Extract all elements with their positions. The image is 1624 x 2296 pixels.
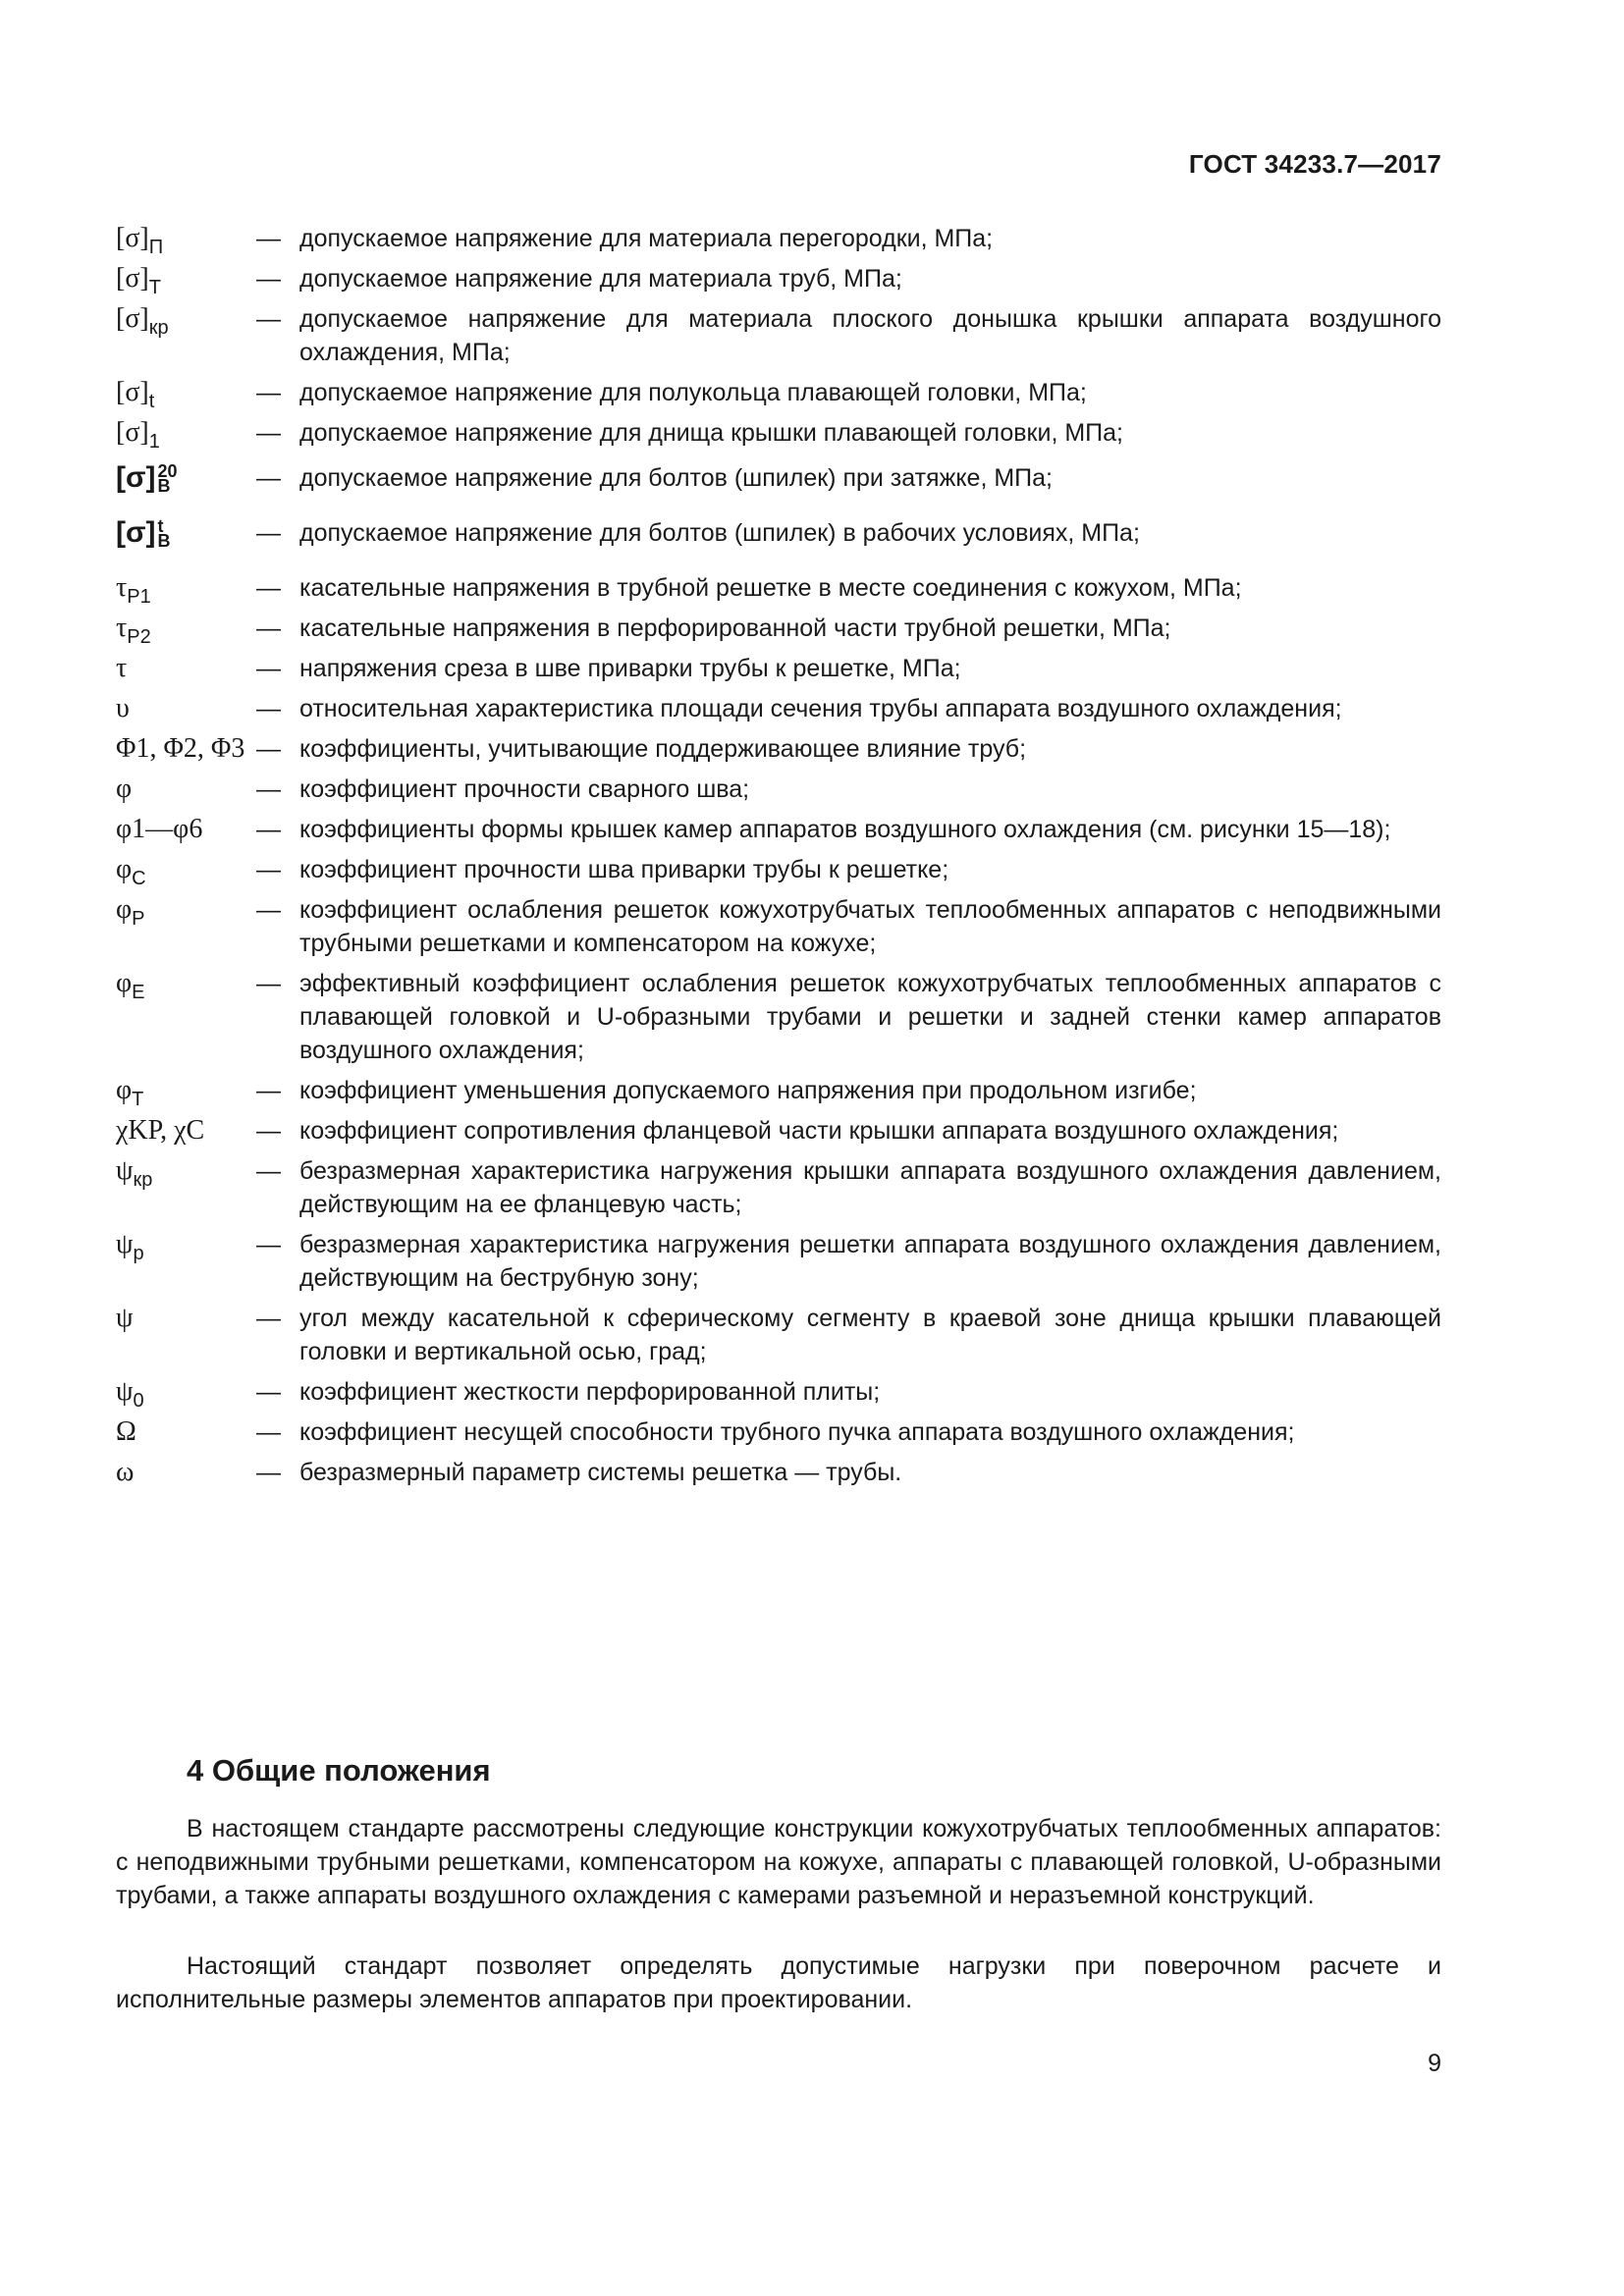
definition-row xyxy=(116,1456,1441,1489)
symbol: φ1—φ6 xyxy=(116,814,203,844)
definition-text: относительная характеристика площади сечения трубы аппарата воздушного охлаждения; xyxy=(299,695,1342,722)
definition-row xyxy=(116,516,1441,550)
definition-text: коэффициент ослабления решеток кожухотрубчатых теплообменных аппаратов с неподвижными трубными решетками и компенсатором на кожухе; xyxy=(299,896,1441,957)
definition-text: безразмерный параметр системы решетка — трубы. xyxy=(299,1459,902,1486)
symbol: ω xyxy=(116,1457,135,1487)
symbol: φ xyxy=(116,774,133,804)
dash: — xyxy=(256,419,281,447)
definition-row xyxy=(116,773,1441,806)
definition-row xyxy=(116,376,1441,412)
symbol: ψ xyxy=(116,1303,134,1333)
definition-text: допускаемое напряжение для днища крышки плавающей головки, МПа; xyxy=(299,419,1123,447)
symbol: $\psi_{кр}$ xyxy=(116,1155,153,1191)
definition-text: коэффициент несущей способности трубного пучка аппарата воздушного охлаждения; xyxy=(299,1418,1295,1446)
dash: — xyxy=(256,614,281,642)
definition-text: безразмерная характеристика нагружения крышки аппарата воздушного охлаждения давлением, действующим на ее фланцевую часть; xyxy=(299,1157,1441,1218)
definition-row xyxy=(116,222,1441,258)
dash: — xyxy=(256,970,281,997)
definition-row xyxy=(116,571,1441,608)
symbol: τ xyxy=(116,653,128,683)
definition-row xyxy=(116,1154,1441,1221)
dash: — xyxy=(256,1117,281,1145)
dash: — xyxy=(256,1459,281,1486)
dash: — xyxy=(256,695,281,722)
dash: — xyxy=(256,574,281,602)
symbol: $\tau_{P1}$ xyxy=(116,572,151,608)
definition-row xyxy=(116,853,1441,889)
dash: — xyxy=(256,816,281,843)
symbol: $\varphi_C$ xyxy=(116,854,146,889)
definition-text: касательные напряжения в перфорированной части трубной решетки, МПа; xyxy=(299,614,1171,642)
section-title: 4 Общие положения xyxy=(187,1753,491,1788)
definition-row xyxy=(116,652,1441,685)
symbol: $\psi_р$ xyxy=(116,1229,144,1264)
definition-text: коэффициенты формы крышек камер аппаратов воздушного охлаждения (см. рисунки 15—18); xyxy=(299,816,1391,843)
dash: — xyxy=(256,735,281,763)
symbol: [σ] t В xyxy=(116,516,171,552)
symbol: χKP, χC xyxy=(116,1115,205,1146)
dash: — xyxy=(256,464,281,492)
symbol: $\tau_{P2}$ xyxy=(116,613,151,648)
definition-text: коэффициент уменьшения допускаемого напряжения при продольном изгибе; xyxy=(299,1077,1197,1104)
dash: — xyxy=(256,379,281,406)
paragraph: В настоящем стандарте рассмотрены следующие конструкции кожухотрубчатых теплообменных аппаратов: с неподвижными трубными решетками, компенсатором на кожухе, аппараты с плавающей головкой, U-образными трубами, а также аппараты воздушного охлаждения с камерами разъемной и неразъемной конструкций. xyxy=(116,1815,1441,1909)
definition-row xyxy=(116,1074,1441,1110)
symbol: $\psi_0$ xyxy=(116,1376,144,1412)
dash: — xyxy=(256,1305,281,1332)
dash: — xyxy=(256,225,281,252)
definition-row xyxy=(116,1228,1441,1295)
dash: — xyxy=(256,1157,281,1185)
definition-text: угол между касательной к сферическому сегменту в краевой зоне днища крышки плавающей головки и вертикальной осью, град; xyxy=(299,1305,1441,1365)
definition-row xyxy=(116,612,1441,648)
dash: — xyxy=(256,1077,281,1104)
definition-text: коэффициент прочности шва приварки трубы к решетке; xyxy=(299,856,949,883)
dash: — xyxy=(256,775,281,803)
symbol: $[\sigma]_1$ xyxy=(116,417,160,453)
dash: — xyxy=(256,1378,281,1406)
dash: — xyxy=(256,896,281,924)
definition-row xyxy=(116,1375,1441,1412)
dash: — xyxy=(256,856,281,883)
definition-text: коэффициент жесткости перфорированной плиты; xyxy=(299,1378,881,1406)
dash: — xyxy=(256,265,281,293)
definition-row xyxy=(116,416,1441,453)
page-number: 9 xyxy=(1428,2050,1441,2077)
symbol: $[\sigma]_{кр}$ xyxy=(116,303,169,339)
definition-row xyxy=(116,967,1441,1067)
symbol: $[\sigma]_П$ xyxy=(116,223,164,258)
symbol: $\varphi_T$ xyxy=(116,1075,144,1110)
definition-row xyxy=(116,1302,1441,1368)
definition-row xyxy=(116,262,1441,298)
symbol: $\varphi_P$ xyxy=(116,894,145,930)
definition-text: эффективный коэффициент ослабления решеток кожухотрубчатых теплообменных аппаратов с плавающей головкой и U-образными трубами и решетки и задней стенки камер аппаратов воздушного охлаждения; xyxy=(299,970,1441,1064)
symbol: $\varphi_E$ xyxy=(116,968,145,1003)
document-header: ГОСТ 34233.7—2017 xyxy=(1188,149,1441,179)
definition-row xyxy=(116,1114,1441,1148)
definition-text: допускаемое напряжение для полукольца плавающей головки, МПа; xyxy=(299,379,1087,406)
definition-text: коэффициент прочности сварного шва; xyxy=(299,775,750,803)
symbol: $[\sigma]_t$ xyxy=(116,377,155,412)
definition-row xyxy=(116,893,1441,960)
definition-row xyxy=(116,732,1441,766)
symbol: Ω xyxy=(116,1416,136,1447)
definitions-list xyxy=(116,222,1441,1496)
definition-row xyxy=(116,692,1441,725)
symbol: [σ] 20 В xyxy=(116,461,178,497)
symbol: $[\sigma]_T$ xyxy=(116,263,161,298)
symbol: Φ1, Φ2, Φ3 xyxy=(116,733,245,764)
definition-row xyxy=(116,1415,1441,1449)
definition-text: допускаемое напряжение для болтов (шпилек) в рабочих условиях, МПа; xyxy=(299,519,1140,547)
dash: — xyxy=(256,305,281,333)
definition-text: допускаемое напряжение для материала перегородки, МПа; xyxy=(299,225,994,252)
definition-text: безразмерная характеристика нагружения решетки аппарата воздушного охлаждения давлением, действующим на беструбную зону; xyxy=(299,1231,1441,1292)
definition-text: допускаемое напряжение для материала плоского донышка крышки аппарата воздушного охлаждения, МПа; xyxy=(299,305,1441,366)
symbol: υ xyxy=(116,693,130,723)
dash: — xyxy=(256,1418,281,1446)
definition-text: коэффициенты, учитывающие поддерживающее влияние труб; xyxy=(299,735,1027,763)
paragraph: Настоящий стандарт позволяет определять допустимые нагрузки при поверочном расчете и исполнительные размеры элементов аппаратов при проектировании. xyxy=(116,1952,1441,2013)
dash: — xyxy=(256,519,281,547)
definition-row xyxy=(116,461,1441,495)
definition-row xyxy=(116,813,1441,846)
definition-text: коэффициент сопротивления фланцевой части крышки аппарата воздушного охлаждения; xyxy=(299,1117,1339,1145)
definition-row xyxy=(116,302,1441,369)
dash: — xyxy=(256,655,281,682)
definition-text: касательные напряжения в трубной решетке в месте соединения с кожухом, МПа; xyxy=(299,574,1242,602)
definition-text: допускаемое напряжение для материала труб, МПа; xyxy=(299,265,902,293)
definition-text: напряжения среза в шве приварки трубы к решетке, МПа; xyxy=(299,655,961,682)
definition-text: допускаемое напряжение для болтов (шпилек) при затяжке, МПа; xyxy=(299,464,1053,492)
dash: — xyxy=(256,1231,281,1258)
